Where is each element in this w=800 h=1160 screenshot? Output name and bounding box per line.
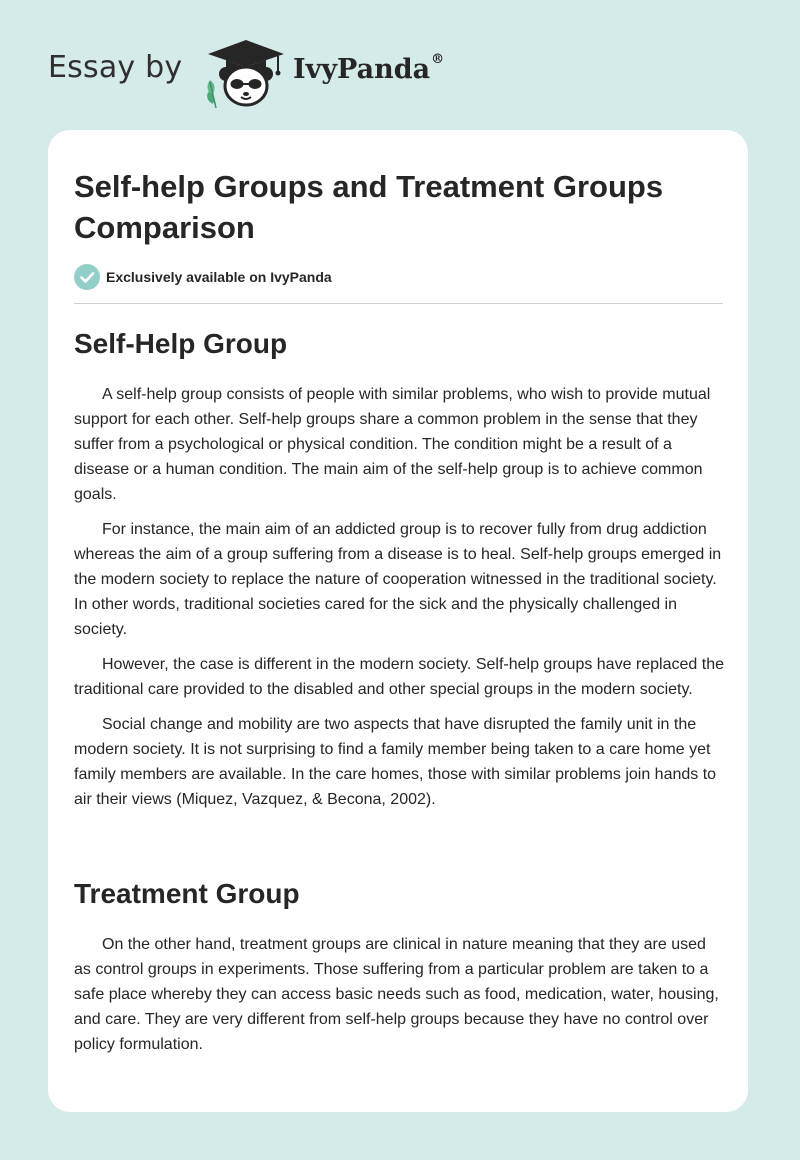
section-heading: Self-Help Group (74, 328, 288, 359)
paragraph: On the other hand, treatment groups are clinical in nature meaning that they are used as control groups in experiments. Those suffering from a particular problem are taken to a safe place whereby they can access basic needs such as food, medication, water, housing, and care. They are very different from self-help groups because they have no control over policy formulation. (74, 936, 719, 1053)
title-divider (74, 303, 723, 304)
section-treatment-group (74, 876, 726, 1057)
exclusive-badge (74, 264, 332, 290)
brand-prefix: Essay by (48, 50, 183, 85)
article-title: Self-help Groups and Treatment Groups Comparison (74, 169, 664, 245)
brand-name[interactable] (293, 54, 444, 85)
badge-label: Exclusively available on IvyPanda (106, 269, 332, 285)
section-self-help-group (74, 326, 726, 812)
brand-header (48, 34, 488, 110)
check-circle-icon (74, 264, 100, 290)
section-heading: Treatment Group (74, 878, 300, 909)
paragraph: A self-help group consists of people with similar problems, who wish to provide mutual support for each other. Self-help groups share a common problem in the sense that they suffer from a psychological or physical condition. The condition might be a result of a disease or a human condition. The main aim of the self-help group is to achieve common goals. (74, 386, 711, 503)
brand-name-text: IvyPanda (293, 54, 431, 85)
registered-mark: ® (431, 52, 445, 67)
paragraph: Social change and mobility are two aspects that have disrupted the family unit in the modern society. It is not surprising to find a family member being taken to a care home yet family members are available. In the care homes, those with similar problems join hands to air their views (Miquez, Vazquez, & Becona, 2002). (74, 716, 717, 808)
paragraph: However, the case is different in the modern society. Self-help groups have replaced the traditional care provided to the disabled and other special groups in the modern society. (74, 656, 724, 698)
panda-logo-icon[interactable] (202, 34, 286, 110)
paragraph: For instance, the main aim of an addicted group is to recover fully from drug addiction whereas the aim of a group suffering from a disease is to heal. Self-help groups emerged in the modern society to replace the nature of cooperation witnessed in the traditional society. In other words, traditional societies cared for the sick and the physically challenged in society. (74, 521, 722, 638)
article-card (48, 130, 748, 1112)
